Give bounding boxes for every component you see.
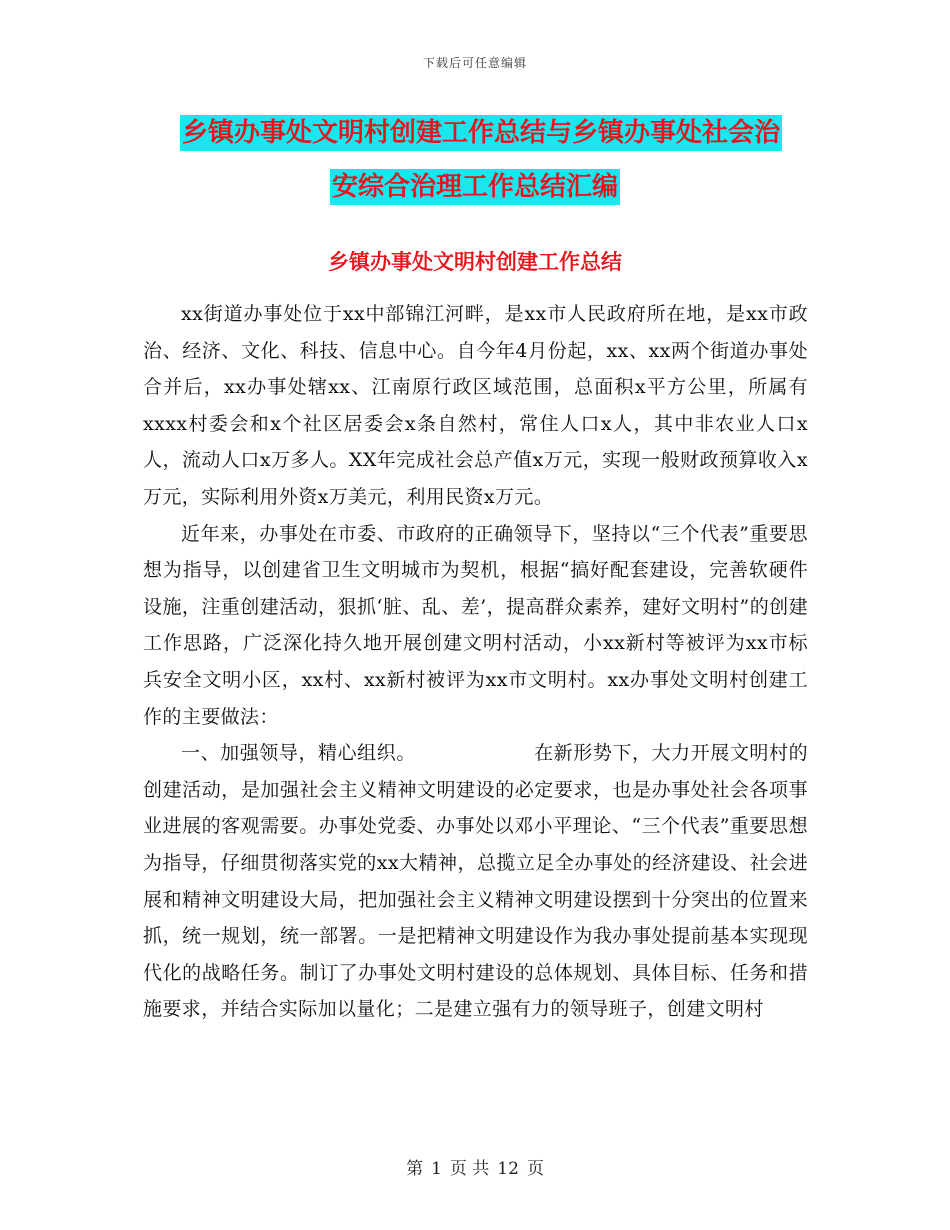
- document-body: [143, 296, 808, 1028]
- paragraph-leadership: [143, 735, 808, 1028]
- document-title-line-1: 乡镇办事处文明村创建工作总结与乡镇办事处社会治: [180, 115, 782, 151]
- footer-prefix: 第: [406, 1159, 424, 1179]
- footer-middle: 页 共: [449, 1159, 490, 1179]
- footer-current-page: 1: [431, 1159, 442, 1179]
- page-footer: [0, 1154, 950, 1179]
- footer-total-pages: 12: [497, 1159, 519, 1179]
- document-title: [0, 106, 950, 214]
- section-title: 乡镇办事处文明村创建工作总结: [328, 250, 622, 274]
- paragraph-heading: 一、加强领导，精心组织。: [181, 742, 416, 765]
- paragraph-overview: 近年来，办事处在市委、市政府的正确领导下，坚持以“三个代表”重要思想为指导，以创建省卫生文明城市为契机，根据“搞好配套建设，完善软硬件设施，注重创建活动，狠抓‘脏、乱、差’，提高群众素养，建好文明村”的创建工作思路，广泛深化持久地开展创建文明村活动，小xx新村等被评为xx市标兵安全文明小区，xx村、xx新村被评为xx市文明村。xx办事处文明村创建工作的主要做法：: [143, 522, 808, 728]
- paragraph-leadership-body: 在新形势下，大力开展文明村的创建活动，是加强社会主义精神文明建设的必定要求，也是办事处社会各项事业进展的客观需要。办事处党委、办事处以邓小平理论、“三个代表”重要思想为指导，仔细贯彻落实党的xx大精神，总揽立足全办事处的经济建设、社会进展和精神文明建设大局，把加强社会主义精神文明建设摆到十分突出的位置来抓，统一规划，统一部署。一是把精神文明建设作为我办事处提前基本实现现代化的战略任务。制订了办事处文明村建设的总体规划、具体目标、任务和措施要求，并结合实际加以量化；二是建立强有力的领导班子，创建文明村: [143, 742, 808, 1021]
- paragraph-intro: xx街道办事处位于xx中部锦江河畔，是xx市人民政府所在地，是xx市政治、经济、文化、科技、信息中心。自今年4月份起，xx、xx两个街道办事处合并后，xx办事处辖xx、江南原行政区域范围，总面积x平方公里，所属有xxxx村委会和x个社区居委会x条自然村，常住人口x人，其中非农业人口x人，流动人口x万多人。XX年完成社会总产值x万元，实现一般财政预算收入x万元，实际利用外资x万美元，利用民资x万元。: [143, 303, 808, 508]
- document-title-line-2: 安综合治理工作总结汇编: [330, 169, 620, 205]
- page-header-note: 下载后可任意编辑: [422, 56, 527, 70]
- footer-suffix: 页: [526, 1159, 544, 1179]
